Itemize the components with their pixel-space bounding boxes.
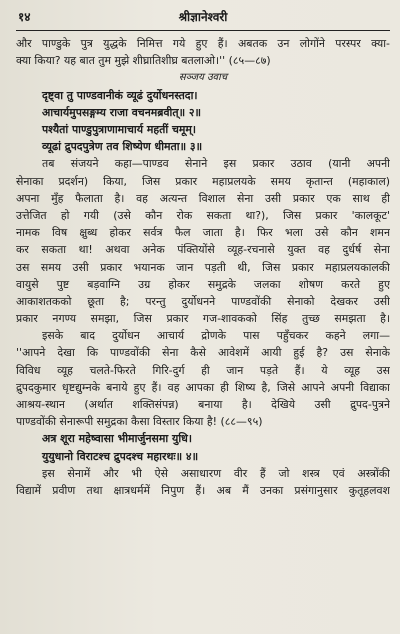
verse-line: व्यूढां द्रुपदपुत्रेण तव शिष्येण धीमता॥ ३॥ [42, 140, 203, 154]
text-line: उत्तेजित हो गयी (उसे कौन रोक सकता था?), जिस प्रकार 'कालकूट' [16, 208, 390, 222]
verse-line: दृष्ट्वा तु पाण्डवानीकं व्यूढं दुर्योधनस्तदा। [42, 88, 198, 102]
text-line: अपना मुँह फैलाता है। वह अत्यन्त विशाल सेना उसी प्रकार एक साथ ही [16, 191, 390, 205]
verse-line: आचार्यमुपसङ्गम्य राजा वचनमब्रवीत्॥ २॥ [42, 105, 202, 119]
text-line: विविध व्यूह चलते-फिरते गिरि-दुर्ग ही जान पड़ते हैं। ये व्यूह उस [16, 363, 390, 377]
text-line: कर सकता था! अथवा अनेक पंक्तियोंसे व्यूह-रचनासे युक्त वह दुर्धर्ष सेना [16, 243, 390, 257]
verse-line: अत्र शूरा महेष्वासा भीमार्जुनसमा युधि। [42, 432, 192, 446]
text-line: नामक विष क्षुब्ध होकर सर्वत्र फैल जाता है। फिर भला उसे कौन शमन [16, 226, 390, 240]
text-line: सेनाका प्रदर्शन) किया, जिस प्रकार महाप्रलयके समय कृतान्त (महाकाल) [16, 174, 390, 188]
text-line: पाण्डवोंकी सेनारूपी समुद्रका कैसा विस्तार किया है! (८८—९५) [16, 415, 263, 429]
verse-line: पश्यैतां पाण्डुपुत्राणामाचार्य महतीं चमूम्। [42, 123, 197, 136]
text-line: इसके बाद दुर्योधन आचार्य द्रोणके पास पहुँचकर कहने लगा— [42, 329, 390, 343]
page-number: १४ [18, 10, 31, 24]
page-header [16, 8, 390, 28]
text-line: ''आपने देखा कि पाण्डवोंकी सेना कैसे आवेशमें आयी हुई है? उस सेनाके [16, 346, 390, 360]
text-line: इस सेनामें और भी ऐसे असाधारण वीर हैं जो शस्त्र एवं अस्त्रोंकी [42, 466, 390, 480]
page-body [16, 35, 390, 499]
text-line: आकाशतकको छूता है; परन्तु दुर्योधनने पाण्डवोंकी सेनाको देखकर उसी [16, 294, 390, 308]
header-rule [16, 30, 390, 31]
text-line: वायुसे पुष्ट बड़वाग्नि उग्र होकर समुद्रके जलका शोषण करते हुए [16, 277, 390, 291]
verse-line: युयुधानो विराटश्च द्रुपदश्च महारथः॥ ४॥ [42, 449, 199, 463]
text-line: आश्रय-स्थान (अर्थात शक्तिसंपन्न) बनाया है। देखिये उसी द्रुपद-पुत्रने [16, 398, 390, 412]
text-line: प्रकार नगण्य समझा, जिस प्रकार गज-शावकको सिंह तुच्छ समझता है। [16, 312, 390, 326]
text-line: तब संजयने कहा—पाण्डव सेनाने इस प्रकार उठाव (यानी अपनी [42, 157, 390, 171]
running-title: श्रीज्ञानेश्वरी [178, 10, 228, 24]
text-line: द्रुपदकुमार धृष्टद्युम्नके बनाये हुए हैं। वह आपका ही शिष्य है, जिसे आपने अपनी विद्याका [16, 380, 390, 394]
text-line: उस समय उसी प्रकार भयानक जान पड़ती थी, जिस प्रकार महाप्रलयकालकी [16, 260, 390, 274]
speaker-heading: सञ्जय उवाच [178, 72, 228, 84]
text-line: क्या किया? यह बात तुम मुझे शीघ्रातिशीघ्र बतलाओ।'' (८५—८७) [16, 54, 271, 68]
text-line: विद्यामें प्रवीण तथा क्षात्रधर्ममें निपुण हैं। अब मैं उनका प्रसंगानुसार कुतूहलवश [16, 484, 390, 498]
text-line: और पाण्डुके पुत्र युद्धके निमित्त गये हुए हैं। अबतक उन लोगोंने परस्पर क्या- [16, 37, 390, 50]
